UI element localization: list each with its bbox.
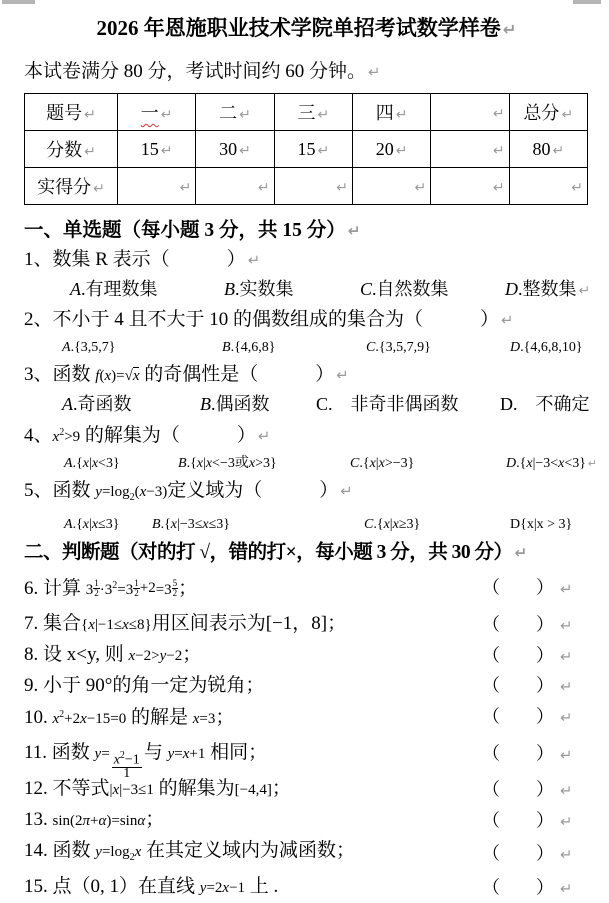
pilcrow-icon: ↵ xyxy=(93,181,105,197)
pilcrow-icon: ↵ xyxy=(560,747,573,765)
cell-points-label: 分数 ↵ xyxy=(25,131,118,168)
exam-instructions-text: 本试卷满分 80 分，考试时间约 60 分钟。 xyxy=(24,61,367,82)
pilcrow-icon: ↵ xyxy=(395,142,408,159)
cell-empty xyxy=(274,168,352,205)
pilcrow-icon: ↵ xyxy=(588,457,598,470)
pilcrow-icon: ↵ xyxy=(317,142,330,159)
judgment-question-15: 15. 点（0, 1）在直线 y=2x−1 上 . （ ） ↵ xyxy=(24,872,589,903)
pilcrow-icon: ↵ xyxy=(317,107,330,123)
answer-blank: （ ） xyxy=(482,810,554,831)
pilcrow-icon: ↵ xyxy=(560,782,573,800)
option-b: B.偶函数 xyxy=(200,394,270,414)
answer-blank: （ ） xyxy=(482,577,554,598)
judgment-question-13: 13. sin(2π+α)=sinα； （ ） ↵ xyxy=(24,805,589,836)
answer-blank: （ ） xyxy=(482,645,554,665)
pilcrow-icon: ↵ xyxy=(492,142,505,159)
screen-edge-fragment-left xyxy=(2,0,35,4)
cell-empty xyxy=(196,168,274,205)
cell-empty xyxy=(431,168,509,205)
cell-earned-label: 实得分 ↵ xyxy=(25,168,118,205)
score-table-row-labels xyxy=(25,94,588,131)
option-d: D.整数集 ↵ xyxy=(505,279,591,299)
pilcrow-icon: ↵ xyxy=(502,20,517,39)
answer-blank: （ ） xyxy=(482,877,554,898)
pilcrow-icon: ↵ xyxy=(514,544,527,562)
pilcrow-icon: ↵ xyxy=(84,107,96,123)
option-c: C.{x|x≥3} xyxy=(364,517,421,532)
cell-points-three: 15 ↵ xyxy=(274,131,352,168)
pilcrow-icon: ↵ xyxy=(395,107,408,123)
cell-empty xyxy=(118,168,196,205)
pilcrow-icon: ↵ xyxy=(560,813,573,831)
cell-part-one: 一 ↵ xyxy=(118,94,196,131)
option-a: A.{3,5,7} xyxy=(62,340,116,355)
cell-part-two: 二 ↵ xyxy=(196,94,274,131)
judgment-question-8: 8. 设 x<y, 则 x−2>y−2； （ ） ↵ xyxy=(24,640,589,671)
cell-empty xyxy=(431,94,509,131)
cell-points-two: 30 ↵ xyxy=(196,131,274,168)
pilcrow-icon: ↵ xyxy=(578,283,591,299)
option-d: D. 不确定 xyxy=(500,394,590,414)
pilcrow-icon: ↵ xyxy=(501,312,514,329)
option-c: C.{3,5,7,9} xyxy=(366,340,431,355)
option-c: C. 非奇非偶函数 xyxy=(316,394,459,414)
answer-blank: （ ） xyxy=(482,706,554,727)
pilcrow-icon: ↵ xyxy=(247,252,261,269)
judgment-question-12: 12. 不等式|x|−3≤1 的解集为[−4,4]； （ ） ↵ xyxy=(24,774,589,805)
pilcrow-icon: ↵ xyxy=(560,880,573,898)
answer-blank: （ ） xyxy=(482,675,554,695)
cell-empty xyxy=(509,168,587,205)
pilcrow-icon: ↵ xyxy=(552,142,565,159)
question-1-options xyxy=(24,276,589,305)
pilcrow-icon: ↵ xyxy=(257,428,271,445)
pilcrow-icon: ↵ xyxy=(160,107,173,123)
cell-part-four: 四 ↵ xyxy=(352,94,430,131)
cell-question-number-label: 题号 ↵ xyxy=(25,94,118,131)
page-title xyxy=(24,12,589,46)
cell-empty xyxy=(352,168,430,205)
option-d: D.{4,6,8,10} xyxy=(510,340,583,355)
question-5-stem: 5、函数 $y=\log_2(x-3)$定义域为（ ） ↵ xyxy=(24,480,353,503)
judgment-question-9: 9. 小于 90°的角一定为锐角； （ ） ↵ xyxy=(24,671,589,700)
cell-total-label: 总分 ↵ xyxy=(509,94,587,131)
judgment-question-11: 11. 函数 y= $\frac{x^2-1}{1}$ 与 y=x+1 相同； （ ） ↵ xyxy=(24,734,589,774)
pilcrow-icon: ↵ xyxy=(571,179,583,196)
cell-part-three: 三 ↵ xyxy=(274,94,352,131)
pilcrow-icon: ↵ xyxy=(560,580,573,598)
question-2-options xyxy=(24,336,589,360)
pilcrow-icon: ↵ xyxy=(347,222,361,240)
judgment-question-10: 10. $x^2+2x-15=0$ 的解是 x=3； （ ） ↵ xyxy=(24,700,589,734)
option-a: A.有理数集 xyxy=(70,279,158,299)
option-b: B.{x|−3≤x≤3} xyxy=(152,517,231,532)
answer-blank: （ ） xyxy=(482,779,554,800)
question-2-stem: 2、不小于 4 且不大于 10 的偶数组成的集合为（ ） ↵ xyxy=(24,309,514,330)
question-1-stem: 1、数集 R 表示（ ） ↵ xyxy=(24,249,261,270)
option-c: C.自然数集 xyxy=(360,279,449,299)
cell-points-total: 80 ↵ xyxy=(509,131,587,168)
pilcrow-icon: ↵ xyxy=(560,846,573,864)
pilcrow-icon: ↵ xyxy=(160,142,173,159)
option-a: A.{x|x≤3} xyxy=(64,517,120,532)
pilcrow-icon: ↵ xyxy=(492,105,505,122)
pilcrow-icon: ↵ xyxy=(414,179,427,196)
pilcrow-icon: ↵ xyxy=(368,64,381,81)
option-d: D{x|x > 3} xyxy=(510,517,573,532)
section2-heading: 二、判断题（对的打 √，错的打×，每小题 3 分，共 30 分） ↵ xyxy=(24,542,527,563)
pilcrow-icon: ↵ xyxy=(492,179,505,196)
cell-empty xyxy=(431,131,509,168)
pilcrow-icon: ↵ xyxy=(560,648,573,666)
answer-blank: （ ） xyxy=(482,614,554,634)
pilcrow-icon: ↵ xyxy=(560,678,573,696)
pilcrow-icon: ↵ xyxy=(84,144,96,160)
answer-blank: （ ） xyxy=(482,743,554,764)
option-a: A.{x|x<3} xyxy=(64,456,120,471)
score-table xyxy=(24,93,588,205)
pilcrow-icon: ↵ xyxy=(560,709,573,727)
pilcrow-icon: ↵ xyxy=(179,179,192,196)
answer-blank: （ ） xyxy=(482,843,554,864)
pilcrow-icon: ↵ xyxy=(340,483,353,500)
option-b: B.{4,6,8} xyxy=(222,340,276,355)
score-table-row-points xyxy=(25,131,588,168)
pilcrow-icon: ↵ xyxy=(336,179,348,196)
page-title-text: 2026 年恩施职业技术学院单招考试数学样卷 xyxy=(96,16,501,40)
question-3-options xyxy=(24,391,589,418)
question-4-options xyxy=(24,452,598,476)
pilcrow-icon: ↵ xyxy=(561,107,574,123)
score-table-row-earned xyxy=(25,168,588,205)
pilcrow-icon: ↵ xyxy=(560,617,573,635)
option-b: B.实数集 xyxy=(224,279,294,299)
pilcrow-icon: ↵ xyxy=(239,107,251,123)
option-d: D.{x|−3<x<3} ↵ xyxy=(506,456,598,471)
cell-points-one: 15 ↵ xyxy=(118,131,196,168)
exam-instructions xyxy=(24,59,589,86)
option-a: A.奇函数 xyxy=(62,394,132,414)
section1-heading: 一、单选题（每小题 3 分，共 15 分） ↵ xyxy=(24,220,361,241)
question-3-stem: 3、函数 f(x)=√x 的奇偶性是（ ） ↵ xyxy=(24,364,349,385)
pilcrow-icon: ↵ xyxy=(336,367,349,384)
question-5-options xyxy=(24,513,589,537)
cell-points-four: 20 ↵ xyxy=(352,131,430,168)
question-4-stem: 4、$x^2>9$ 的解集为（ ） ↵ xyxy=(24,425,271,446)
judgment-question-6: 6. 计算 3 1 2 $\cdot 3^2=3$ 1 2 +2=3 5 2 ； （ ） ↵ xyxy=(24,567,589,609)
pilcrow-icon: ↵ xyxy=(239,142,251,159)
option-b: B.{x|x<−3或x>3} xyxy=(178,456,277,471)
pilcrow-icon: ↵ xyxy=(257,179,270,196)
judgment-question-14: 14. 函数 $y=\log_2x$ 在其定义域内为减函数； （ ） ↵ xyxy=(24,836,589,872)
screen-edge-fragment-right xyxy=(573,0,601,4)
judgment-question-7: 7. 集合{x|−1≤x≤8}用区间表示为[−1，8]； （ ） ↵ xyxy=(24,609,589,640)
option-c: C.{x|x>−3} xyxy=(350,456,415,471)
